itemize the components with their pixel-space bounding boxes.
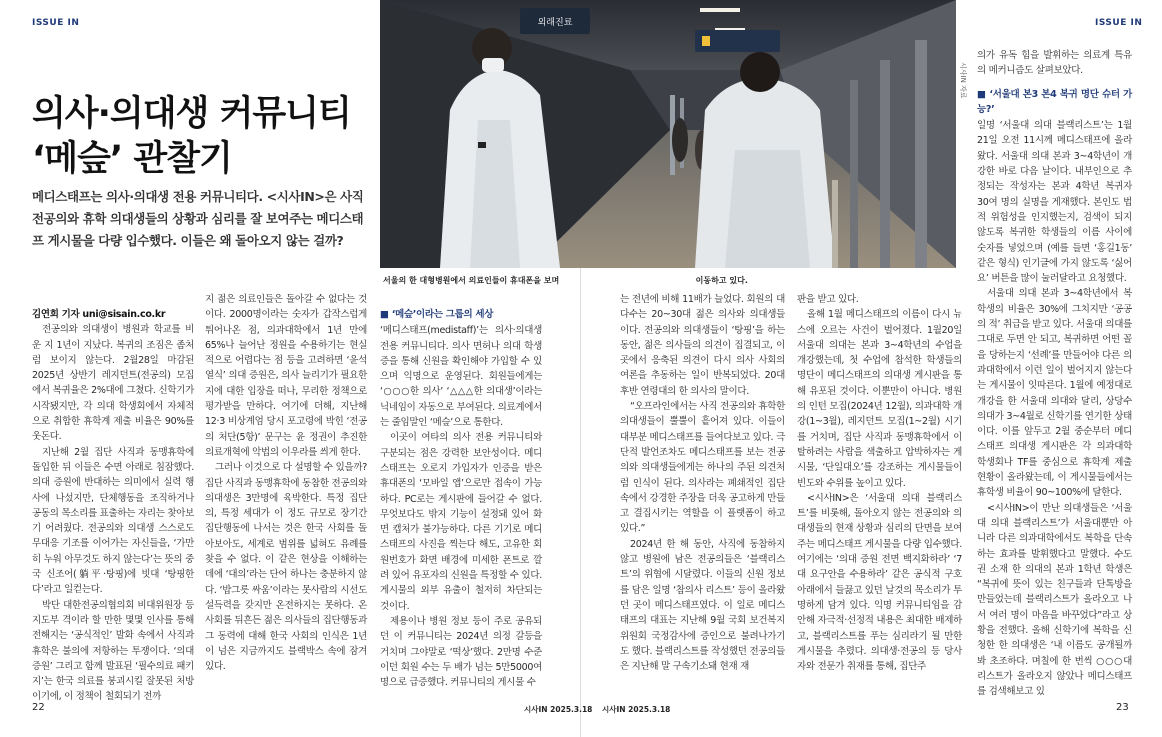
paragraph: 서울대 의대 본과 3~4학년에서 복학생의 비율은 30%에 그치지만 ‘공공의 적’ 취급을 받고 있다. 서울대 의대를 그대로 두면 안 되고, 복귀하면 어떤 꼴을 당하는지 ‘선례’를 만들어야 다른 의과대학에서 이런 일이 벌어지지 않는다는 게시물이 잇따른다. 1월에 예정대로 개강을 한 서울대 의대와 달리, 상당수 의대가 3~4월로 신학기를 연기한 상태이다. 이를 앞두고 2월 중순부터 메디스태프 의대생 게시판은 각 의과대학 학생회나 TF를 중심으로 휴학계 제출 현황이 올라왔는데, 이 게시물들에서는 휴학생 비율이 90~100%에 달한다. — [977, 288, 1132, 499]
paragraph: 이곳이 여타의 의사 전용 커뮤니티와 구분되는 점은 강력한 보안성이다. 메디스태프는 오로지 가입자가 인증을 받은 휴대폰의 ‘모바일 앱’으로만 접속이 가능하다. PC로는 게시판에 들어갈 수 없다. 무엇보다도 밖지 기능이 설정돼 있어 화면 캡처가 불가능하다. 다른 기기로 메디스태프의 사진을 찍는다 해도, 고유한 회원번호가 화면 배경에 미세한 폰트로 깔려 있어 유포자의 신원을 특정할 수 있다. 게시물의 외부 유출이 철저히 차단되는 것이다. — [380, 432, 542, 612]
paragraph: 올해 1월 메디스태프의 이름이 다시 뉴스에 오르는 사건이 벌어졌다. 1월20일 서울대 의대는 본과 3~4학년의 수업을 개강했는데, 첫 수업에 참석한 학생들의 명단이 메디스태프의 의대생 게시판을 통해 유포된 것이다. 이뿐만이 아니다. 병원의 인턴 모집(2024년 12월), 의과대학 개강(1~3월), 레지던트 모집(1~2월) 시기를 거치며, 집단 사직과 동맹휴학에서 이탈하려는 사람을 색출하고 압박하자는 게시물, ‘단일대오’를 강조하는 게시물들이 빈도와 수위를 높이고 있다. — [797, 309, 962, 489]
photo-illustration — [380, 0, 956, 268]
paragraph: <시사IN>은 ‘서울대 의대 블랙리스트’를 비롯해, 돌아오지 않는 전공의와 의대생들의 현재 상황과 심리의 단면을 보여주는 메디스태프 게시물을 다량 입수했다. 여기에는 ‘의대 증원 전면 백지화하라’ ‘7대 요구안을 수용하라’ 같은 공식적 구호 아래에서 들끓고 있던 날것의 목소리가 투명하게 담겨 있다. 익명 커뮤니티임을 감안해 자극적·선정적 내용은 최대한 배제하고, 블랙리스트를 푸는 심리라기 될 만한 게시물을 추렸다. 의대생·전공의 등 당사자와 전문가 취재를 통해, 집단주 — [797, 492, 962, 673]
paragraph: “오프라인에서는 사직 전공의와 휴학한 의대생들이 뿔뿔이 흩어져 있다. 이들이 대부분 메디스태프를 들여다보고 있다. 극단적 발언조차도 메디스태프를 보는 전공의와 의대생들에게는 하나의 주된 의견처럼 인식이 된다. 의사라는 폐쇄적인 집단 속에서 강경한 주장을 더욱 공고하게 만들고 결집시키는 역할을 이 플랫폼이 하고 있다.” — [620, 401, 785, 535]
column-5 — [797, 292, 962, 695]
subheading-blacklist: ■ ‘서울대 본3 본4 복귀 명단 슈터 가능?’ — [977, 87, 1132, 118]
photo-credit: 시사IN 자료 — [959, 62, 967, 99]
paragraph: 일명 ‘서울대 의대 블랙리스트’는 1월21일 오전 11시께 메디스태프에 올라왔다. 서울대 의대 본과 3~4학년이 개강한 바로 다음 날이다. 내부인으로 추정되는 작성자는 본과 4학년 복귀자 30여 명의 실명을 게재했다. 본인도 법적 위험성을 인지했는지, 검색이 되지 않도록 복귀한 학생들의 이름 사이에 숫자를 넣었으며 (예를 들면 ‘홍길1동’ 같은 형식) 인기글에 가지 않도록 ‘싫어요’ 버튼을 많이 눌러달라고 요청했다. — [977, 120, 1132, 285]
paragraph: 지난해 2월 집단 사직과 동맹휴학에 돌입한 뒤 이들은 수면 아래로 침잠했다. 의대 증원에 반대하는 의미에서 실력 행사에 나섰지만, 단체행동을 조직하거나 공동의 목소리를 표출하는 자리는 찾아보기 어려웠다. 전공의와 의대생 스스로도 무대응 기조를 이어가는 자신들을, ‘가만히 누워 아무것도 하지 않는다’는 뜻의 중국 신조어(躺平·탕핑)에 빗대 ‘탕핑한다’라고 일컫는다. — [32, 446, 194, 596]
paragraph: 의가 유독 힘을 발휘하는 의료계 특유의 메커니즘도 살펴보았다. — [977, 50, 1132, 77]
paragraph: ‘메디스태프(medistaff)’는 의사·의대생 전용 커뮤니티다. 의사 면허나 의대 학생증을 통해 신원을 확인해야 가입할 수 있으며 익명으로 운영된다. 회원들에게는 ‘○○○한 의사’ ‘△△△한 의대생’이라는 닉네임이 자동으로 부여된다. 의료계에서는 줄임말인 ‘메슾’으로 통한다. — [380, 325, 542, 429]
paragraph: 전공의와 의대생이 병원과 학교를 비운 지 1년이 지났다. 복귀의 조짐은 좀처럼 보이지 않는다. 2월28일 마감된 2025년 상반기 레지던트(전공의) 모집에서 복귀율은 2%대에 그쳤다. 신학기가 시작됐지만, 각 의대 학생회에서 자체적으로 취합한 휴학계 제출 비율은 90%를 웃돈다. — [32, 324, 194, 443]
article-lede: 메디스태프는 의사·의대생 전용 커뮤니티다. <시사IN>은 사직 전공의와 휴학 의대생들의 상황과 심리를 잘 보여주는 메디스태프 게시물을 다량 입수했다. 이들은 왜 돌아오지 않는 걸까? — [32, 189, 364, 248]
column-3 — [380, 307, 542, 695]
paragraph: 박단 대한전공의협의회 비대위원장 등 지도부 격이라 할 만한 몇몇 인사를 통해 전해지는 ‘공식적인’ 발화 속에서 사직과 휴학은 불의에 저항하는 투쟁이다. ‘의대 증원’ 그리고 함께 발표된 ‘필수의료 패키지’는 한국 의료를 붕괴시킬 잘못된 처방이기에, 이 정책이 철회되기 전까 — [32, 599, 194, 703]
photo-sign-text: 외래진료 — [537, 18, 573, 28]
paragraph: 그러나 이것으로 다 설명할 수 있을까? 집단 사직과 동맹휴학에 동참한 전공의와 의대생은 3만명에 육박한다. 특정 집단의, 특정 세대가 이 정도 규모로 장기간 집단행동에 나서는 것은 한국 사회를 돌아보아도, 세계로 범위를 넓혀도 유례를 찾을 수 없다. 이 같은 현상을 이해하는 데에 ‘대의’라는 단어 하나는 충분하지 않다. ‘밥그릇 싸움’이라는 못사람의 시선도 설득력을 갖지만 온전하지는 못하다. 온 사회를 뒤흔든 젊은 의사들의 집단행동과 그 동력에 대해 한국 사회의 인식은 1년이 넘은 지금까지도 블랙박스 속에 잠겨 있다. — [205, 462, 367, 673]
page-number-right: 23 — [1116, 702, 1129, 713]
paragraph: 판을 받고 있다. — [797, 294, 859, 305]
article-title — [32, 92, 362, 182]
title-line-2: ‘메슾’ 관찰기 — [32, 139, 232, 179]
column-2 — [205, 292, 367, 695]
magazine-issue-right: 시사IN 2025.3.18 — [602, 705, 671, 714]
paragraph: 는 전년에 비해 11배가 늘었다. 회원의 대다수는 20~30대 젊은 의사와 의대생들이다. 전공의와 의대생들이 ‘탕핑’을 하는 동안, 젊은 의사들의 의견이 집결되고, 이곳에서 응축된 의견이 다시 의사 사회의 여론을 추동하는 일이 반복되었다. 20대 후반 연령대의 한 의사의 말이다. — [620, 294, 785, 397]
paragraph: <시사IN>이 만난 의대생들은 ‘서울대 의대 블랙리스트’가 서울대뿐만 아니라 다른 의과대학에서도 복학을 단속하는 효과를 발휘했다고 말했다. 수도권 소재 한 의대의 본과 1학년 학생은 “복귀에 뜻이 있는 친구들과 단톡방을 만들었는데 블랙리스트가 올라오고 나서 여러 명이 마음을 바꾸었다”라고 상황을 전했다. 올해 신학기에 복학을 신청한 한 의대생은 ‘내 이름도 공개될까 봐 초조하다. 며칠에 한 번씩 ○○○대 리스트가 올라오지 않았나 메디스태프를 검색해보고 있 — [977, 502, 1132, 698]
column-4 — [620, 292, 785, 695]
title-line-1: 의사·의대생 커뮤니티 — [32, 94, 351, 134]
paragraph: 제용이나 병원 정보 등이 주로 공유되던 이 커뮤니티는 2024년 의정 갈등을 거치며 그야말로 ‘떡상’했다. 2만명 수준이던 회원 수는 두 배가 넘는 5만5000여 명으로 급증했다. 커뮤니티의 게시물 수 — [380, 615, 542, 689]
paragraph: 2024년 한 해 동안, 사직에 동참하지 않고 병원에 남은 전공의들은 ‘블랙리스트’의 위협에 시달렸다. 이들의 신원 정보를 담은 일명 ‘참의사 리스트’ 등이 올라왔던 곳이 메디스태프였다. 이 일로 메디스태프의 대표는 지난해 9월 국회 보건복지위원회 국정감사에 증인으로 불려나가기도 했다. 블랙리스트를 작성했던 전공의들은 지난해 말 구속기소돼 현재 재 — [620, 538, 785, 673]
hospital-corridor-photo — [380, 0, 956, 268]
subheading-mesup: ■ ‘메슾’이라는 그룹의 세상 — [380, 307, 542, 322]
section-tag-right: ISSUE IN — [1095, 18, 1143, 28]
section-tag-left: ISSUE IN — [32, 18, 80, 28]
column-6 — [977, 48, 1132, 696]
photo-caption: 서울의 한 대형병원에서 의료인들이 휴대폰을 보며 이동하고 있다. — [383, 276, 748, 285]
paragraph: 지 젊은 의료인들은 돌아갈 수 없다는 것이다. 2000명이라는 숫자가 갑작스럽게 튀어나온 점, 의과대학에서 1년 만에 65%나 늘어난 정원을 수용하기는 현실적으로 어렵다는 점 등을 고려하면 ‘윤석열식’ 의대 증원은, 의사 늘리기가 필요한 지에 대한 입장을 떠나, 무리한 정책으로 평가받을 만하다. 여기에 더해, 지난해 12·3 비상계엄 당시 포고령에 박힌 ‘전공의 처단(5항)’ 문구는 윤 정권이 추진한 의료개혁에 악법의 이우라를 씌게 한다. — [205, 294, 367, 458]
magazine-issue-left: 시사IN 2025.3.18 — [524, 705, 593, 714]
page-number-left: 22 — [32, 702, 45, 713]
column-1 — [32, 307, 194, 703]
byline: 김연희 기자 uni@sisain.co.kr — [32, 309, 166, 320]
